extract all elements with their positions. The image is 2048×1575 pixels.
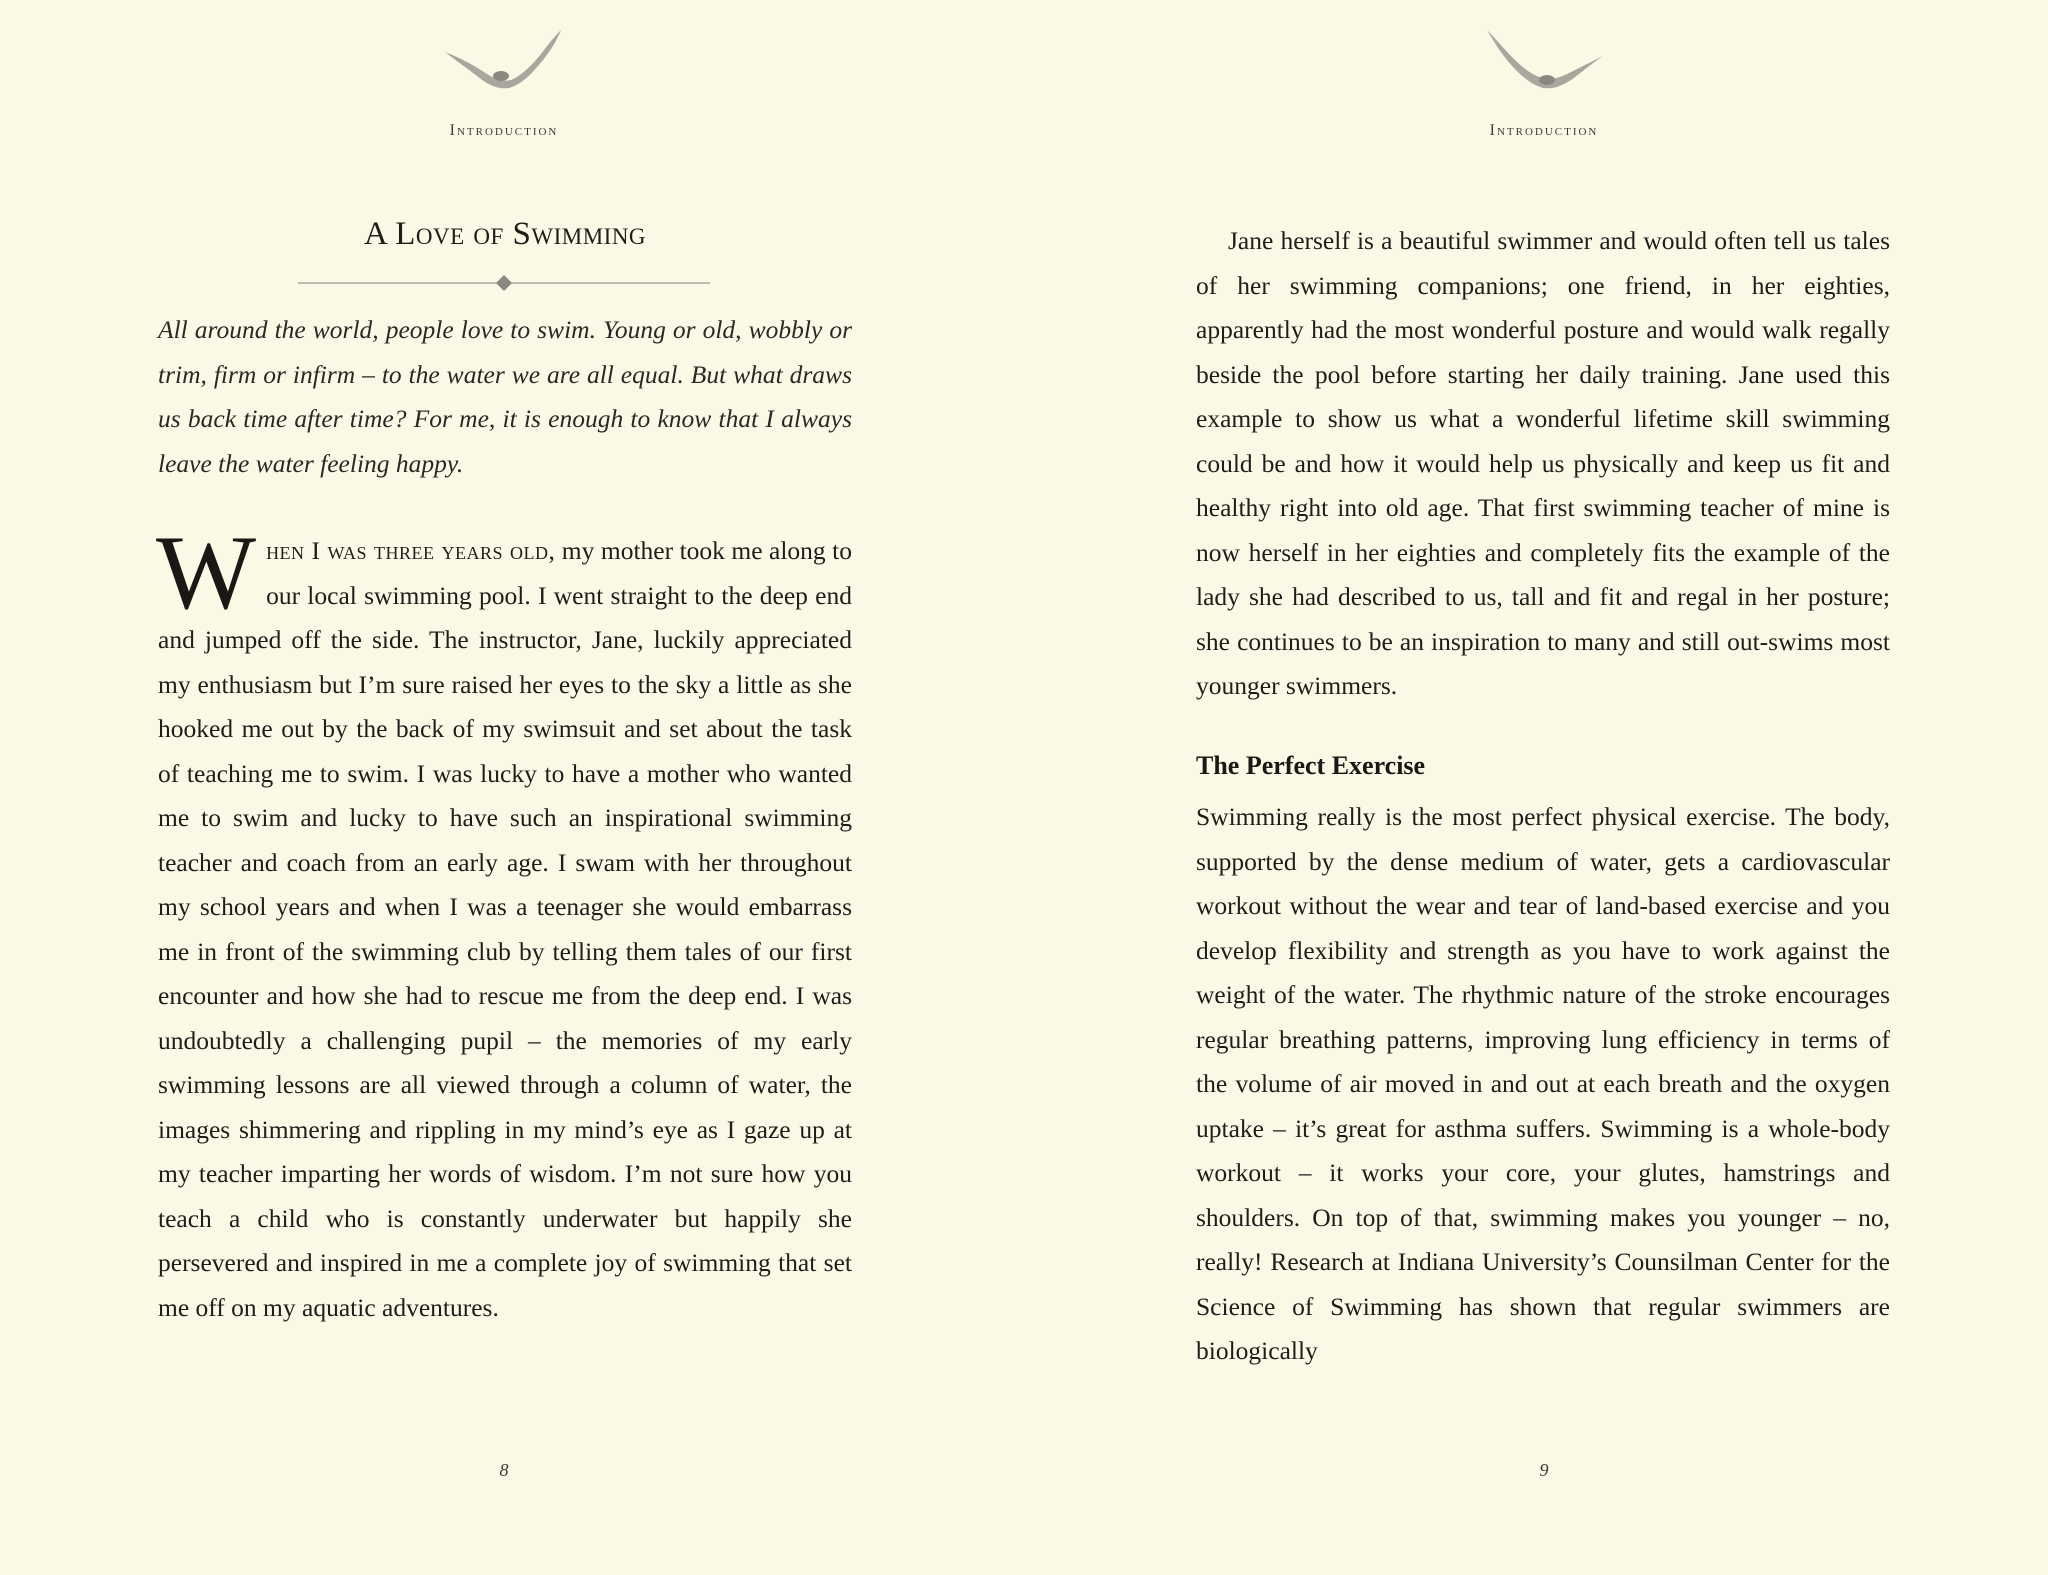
section-heading: The Perfect Exercise <box>1196 751 1426 780</box>
body-paragraph: Swimming really is the most perfect physical exercise. The body, supported by the dense medium of water, gets a cardiovascular workout without the wear and tear of land-based exercise and you develop flexibility and strength as you have to work against the weight of the water. The rhythmic nature of the stroke encourages regular breathing patterns, improving lung efficiency in terms of the volume of air moved in and out at each breath and the oxygen uptake – it’s great for asthma suffers. Swimming is a whole-body workout – it works your core, your glutes, hamstrings and shoulders. On top of that, swimming makes you younger – no, really! Research at Indiana University’s Counsilman Center for the Science of Swimming has shown that regular swimmers are biologically <box>1196 802 1890 1365</box>
running-head-title: Introduction <box>1489 122 1599 139</box>
drop-cap: W <box>156 514 257 631</box>
running-head <box>404 26 604 140</box>
swimmer-icon <box>1481 26 1607 90</box>
running-head-title: Introduction <box>449 122 559 139</box>
swimmer-icon <box>441 26 567 90</box>
chapter-title: A Love of Swimming <box>363 216 647 252</box>
body-paragraph <box>156 514 852 1330</box>
page-number: 9 <box>1539 1460 1549 1480</box>
diamond-rule-icon <box>298 270 710 296</box>
page-number: 8 <box>499 1460 509 1480</box>
epigraph: All around the world, people love to swim. Young or old, wobbly or trim, firm or infirm – to the water we are all equal. But what draws us back time after time? For me, it is enough to know that I always leave the water feeling happy. <box>158 315 852 478</box>
lead-in: hen I was three years old, <box>266 536 556 565</box>
body-text: my mother took me along to our local swimming pool. I went straight to the deep end and jumped off the side. The instructor, Jane, luckily appreciated my enthusiasm but I’m sure raised her eyes to the sky a little as she hooked me out by the back of my swimsuit and set about the task of teaching me to swim. I was lucky to have a mother who wanted me to swim and lucky to have such an inspirational swimming teacher and coach from an early age. I swam with her throughout my school years and when I was a teenager she would embarrass me in front of the swimming club by telling them tales of our first encounter and how she had to rescue me from the deep end. I was undoubtedly a challenging pupil – the memories of my early swimming lessons are all viewed through a column of water, the images shimmering and rippling in my mind’s eye as I gaze up at my teacher imparting her words of wisdom. I’m not sure how you teach a child who is constantly underwater but happily she persevered and inspired in me a complete joy of swimming that set me off on my aquatic adventures. <box>158 536 852 1322</box>
right-page <box>1024 0 2048 1575</box>
body-paragraph: Jane herself is a beautiful swimmer and would often tell us tales of her swimming companions; one friend, in her eighties, apparently had the most wonderful posture and would walk regally beside the pool before starting her daily training. Jane used this example to show us what a wonderful lifetime skill swimming could be and how it would help us physically and keep us fit and healthy right into old age. That first swimming teacher of mine is now herself in her eighties and completely fits the example of the lady she had described to us, tall and fit and regal in her posture; she continues to be an inspiration to many and still out-swims most younger swimmers. <box>1196 226 1890 700</box>
running-head <box>1444 26 1644 140</box>
